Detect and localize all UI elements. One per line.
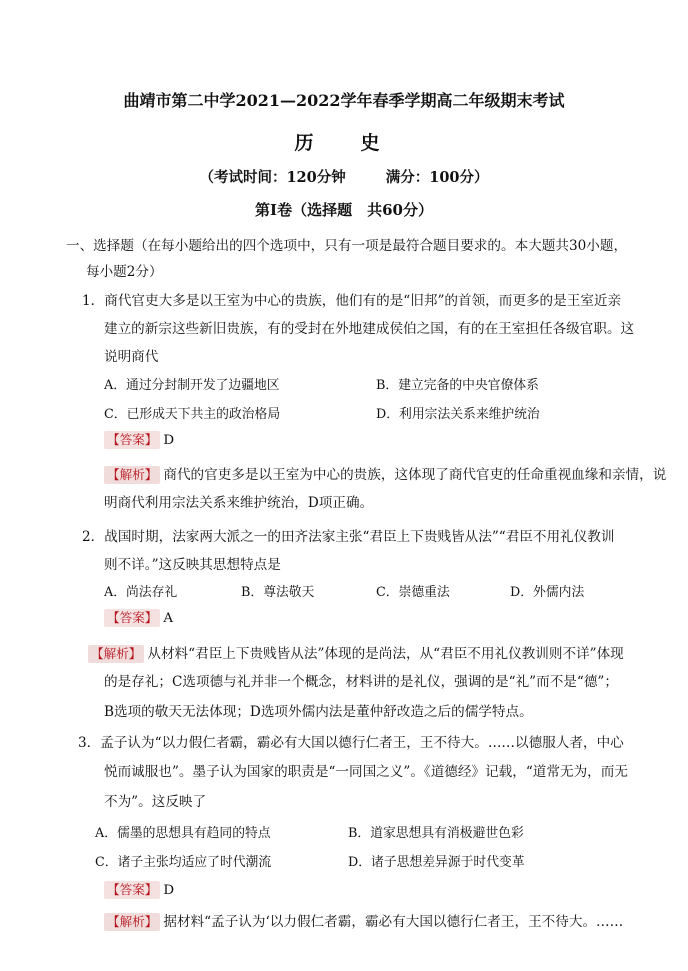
q3-answer-value: D xyxy=(163,883,175,898)
q1-answer-value: D xyxy=(163,433,175,448)
q2-option-c: C．崇德重法 xyxy=(376,585,450,600)
q1-option-a: A．通过分封制开发了边疆地区 xyxy=(104,378,280,393)
q2-stem-line-2: 则不详。”这反映其思想特点是 xyxy=(104,557,281,573)
q2-answer-value: A xyxy=(163,611,174,626)
q3-stem-line-1: 3．孟子认为“以力假仁者霸，霸必有大国以德行仁者王，王不待大。……以德服人者，中心 xyxy=(78,735,624,751)
answer-label: 【答案】 xyxy=(104,881,160,899)
answer-label: 【答案】 xyxy=(104,609,160,627)
q2-option-d: D．外儒内法 xyxy=(510,585,585,600)
q2-answer xyxy=(104,608,173,629)
q3-option-a: A．儒墨的思想具有趋同的特点 xyxy=(95,826,271,841)
q1-option-b: B．建立完备的中央官僚体系 xyxy=(376,378,539,393)
q1-option-c: C．已形成天下共主的政治格局 xyxy=(104,407,281,422)
q2-explanation-line-2: 的是存礼；C选项德与礼并非一个概念，材料讲的是礼仪，强调的是“礼”而不是“德”； xyxy=(104,674,618,690)
q1-stem-line-3: 说明商代 xyxy=(104,349,159,365)
q1-explanation-line-2: 明商代利用宗法关系来维护统治，D项正确。 xyxy=(104,495,374,511)
q3-explanation-line-1 xyxy=(104,912,623,932)
q3-stem-line-2: 悦而诚服也”。墨子认为国家的职责是“一同国之义”。《道德经》记载，“道常无为，而无 xyxy=(104,764,628,780)
exam-title: 曲靖市第二中学2021—2022学年春季学期高二年级期末考试 xyxy=(123,91,565,110)
section-instruction-line-1: 一、选择题（在每小题给出的四个选项中，只有一项是最符合题目要求的。本大题共30小题， xyxy=(66,238,628,254)
q1-option-d: D．利用宗法关系来维护统治 xyxy=(376,407,540,422)
q3-answer xyxy=(104,880,174,901)
section-instruction-line-2: 每小题2分） xyxy=(86,264,163,280)
explanation-label: 【解析】 xyxy=(88,645,144,663)
q3-explanation-text-1: 据材料“孟子认为‘以力假仁者霸，霸必有大国以德行仁者王，王不待大。…… xyxy=(163,914,624,930)
q3-option-c: C．诸子主张均适应了时代潮流 xyxy=(95,855,272,870)
q2-explanation-line-1 xyxy=(88,644,624,664)
exam-score: 满分：100分） xyxy=(385,169,489,186)
q2-explanation-text-1: 从材料“君臣上下贵贱皆从法”体现的是尚法，从“君臣不用礼仪教训则不详”体现 xyxy=(147,646,624,662)
q3-option-b: B．道家思想具有消极避世色彩 xyxy=(348,826,524,841)
q2-option-a: A．尚法存礼 xyxy=(104,585,178,600)
q3-stem-line-3: 不为”。这反映了 xyxy=(104,794,207,810)
exam-time: （考试时间：120分钟 xyxy=(199,169,346,186)
q3-option-d: D．诸子思想差异源于时代变革 xyxy=(348,855,525,870)
answer-label: 【答案】 xyxy=(104,431,160,449)
q1-stem-line-1: 1．商代官吏大多是以王室为中心的贵族，他们有的是“旧邦”的首领，而更多的是王室近亲 xyxy=(82,293,622,309)
q2-explanation-line-3: B选项的敬天无法体现；D选项外儒内法是董仲舒改造之后的儒学特点。 xyxy=(104,704,533,720)
q1-answer xyxy=(104,430,174,451)
explanation-label: 【解析】 xyxy=(104,466,160,484)
q2-option-b: B．尊法敬天 xyxy=(241,585,315,600)
part-title: 第Ⅰ卷（选择题 共60分） xyxy=(255,201,433,219)
q1-stem-line-2: 建立的新宗这些新旧贵族，有的受封在外地建成侯伯之国，有的在王室担任各级官职。这 xyxy=(104,321,635,337)
q1-explanation-line-1 xyxy=(104,465,666,485)
exam-info xyxy=(0,166,688,187)
q1-explanation-text-1: 商代的官吏多是以王室为中心的贵族，这体现了商代官吏的任命重视血缘和亲情，说 xyxy=(163,467,667,483)
subject-title: 历 史 xyxy=(294,132,394,154)
q2-stem-line-1: 2．战国时期，法家两大派之一的田齐法家主张“君臣上下贵贱皆从法”“君臣不用礼仪教训 xyxy=(82,529,615,545)
explanation-label: 【解析】 xyxy=(104,913,160,931)
